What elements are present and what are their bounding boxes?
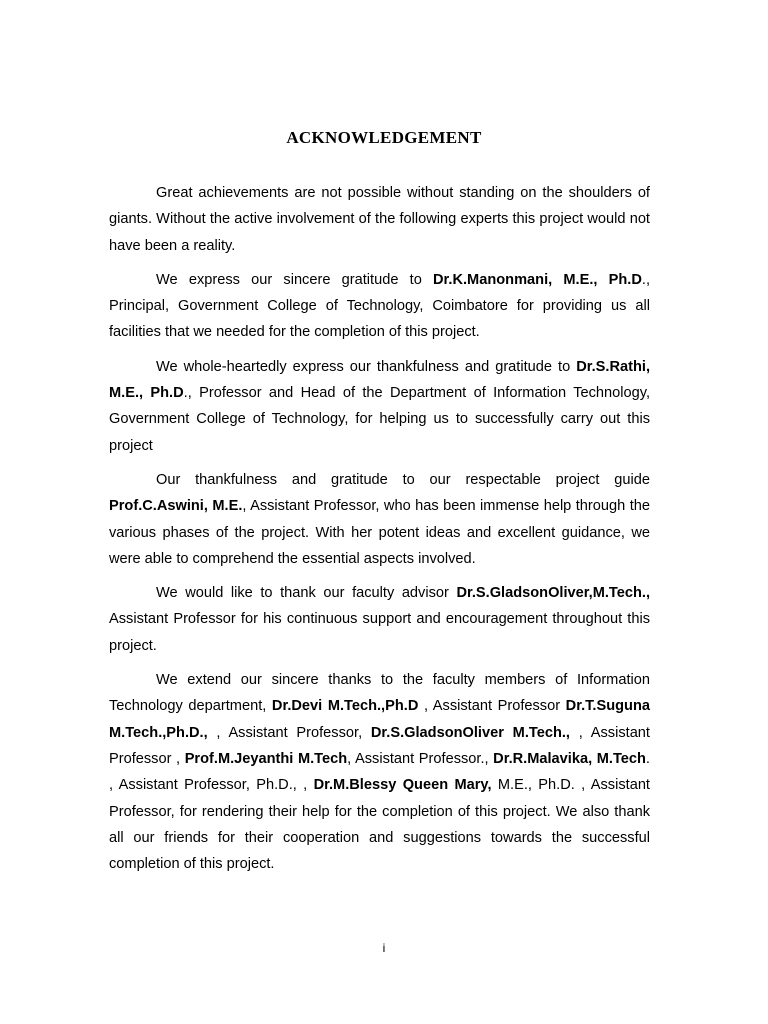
page-title: ACKNOWLEDGEMENT (286, 128, 482, 147)
paragraph-text: , Assistant Professor, who has been immense help through the various phases of the project. With her potent ideas and excellent guidance, we were able to comprehend the essential aspects involved. (109, 498, 650, 567)
paragraph-text: Our thankfulness and gratitude to our respectable project guide (156, 471, 650, 488)
bold-name-text: Dr.M.Blessy Queen Mary, (313, 777, 492, 794)
bold-name-text: Dr.S.GladsonOliver M.Tech., (370, 724, 570, 741)
bold-name-text: Dr.R.Malavika, M.Tech (493, 750, 646, 767)
paragraph-text: Great achievements are not possible without standing on the shoulders of giants. Without the active involvement of the following experts this project would not have been a reality. (109, 185, 650, 254)
bold-name-text: Prof.M.Jeyanthi M.Tech (184, 750, 348, 767)
paragraph-text: , Assistant Professor., (347, 750, 494, 767)
paragraph-text: We extend our sincere thanks to the faculty members of Information Technology department, (109, 672, 650, 715)
paragraph-text: , Assistant Professor (418, 698, 566, 715)
paragraph-text: We whole-heartedly express our thankfulness and gratitude to (156, 358, 577, 375)
paragraph-text: ., Professor and Head of the Department of Information Technology, Government College of Technology, for helping us to successfully carry out this project (109, 385, 650, 454)
paragraph-text: . , Assistant Professor, Ph.D., , (109, 750, 650, 794)
paragraph (109, 267, 650, 346)
paragraph-text: We would like to thank our faculty advisor (156, 585, 457, 602)
paragraph (109, 354, 650, 459)
paragraph-text: ., Principal, Government College of Technology, Coimbatore for providing us all facilities that we needed for the completion of this project. (109, 271, 650, 341)
bold-name-text: Dr.K.Manonmani, M.E., Ph.D (433, 271, 642, 288)
paragraph (109, 580, 650, 659)
paragraph (109, 180, 650, 259)
paragraph-text: We express our sincere gratitude to (156, 271, 433, 288)
paragraph-text: Assistant Professor for his continuous support and encouragement throughout this project. (109, 611, 650, 654)
acknowledgement-body (109, 180, 650, 885)
bold-name-text: Dr.S.Rathi, M.E., Ph.D (109, 358, 650, 402)
page-number: i (382, 941, 386, 955)
paragraph-text: , Assistant Professor , (109, 724, 650, 767)
paragraph (109, 467, 650, 572)
paragraph (109, 667, 650, 877)
bold-name-text: Dr.Devi M.Tech.,Ph.D (271, 698, 419, 715)
bold-name-text: Prof.C.Aswini, M.E. (109, 498, 243, 515)
bold-name-text: Dr.T.Suguna M.Tech.,Ph.D., (109, 698, 650, 741)
bold-name-text: Dr.S.GladsonOliver,M.Tech., (456, 585, 650, 602)
paragraph-text: , Assistant Professor, (207, 724, 371, 741)
paragraph-text: M.E., Ph.D. , Assistant Professor, for rendering their help for the completion of this project. We also thank all our friends for their cooperation and suggestions towards the successful completion of this project. (109, 777, 650, 873)
